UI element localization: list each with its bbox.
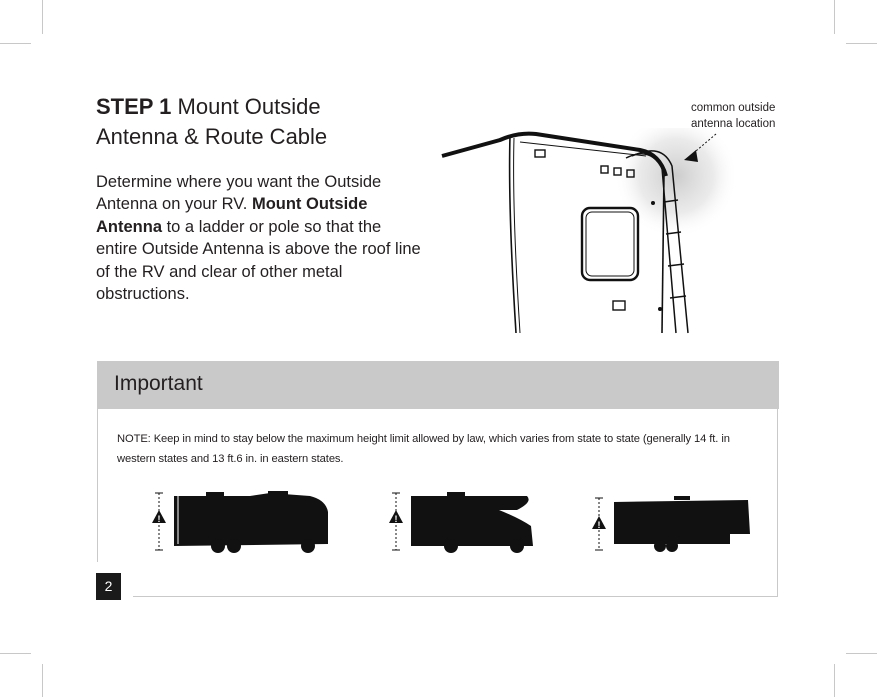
important-header [97,361,779,409]
crop-mark [846,653,877,654]
class-c-motorhome-icon [387,490,539,554]
instruction-paragraph [96,171,426,305]
rv-window [582,208,638,280]
fifth-wheel-trailer-icon [590,490,756,554]
crop-mark [42,0,43,34]
crop-mark [42,664,43,697]
crop-mark [0,653,31,654]
step-title-line1: Mount Outside [177,94,321,119]
rv-rear-illustration [440,128,780,336]
page-number: 2 [96,573,121,600]
crop-mark [0,43,31,44]
antenna-glow [614,128,738,238]
crop-mark [846,43,877,44]
instruction-emphasis: Mount Outside Antenna [96,195,368,236]
important-title: Important [114,372,203,395]
instruction-text: Determine where you want the Outside Antenna on your RV. [96,173,382,214]
callout-line: common outside [691,102,776,114]
instruction-text: to a ladder or pole so that the entire Outside Antenna is above the roof line of the RV and clear of other metal obstructions. [96,217,421,304]
step-title-line2: Antenna & Route Cable [96,124,328,149]
svg-text:!: ! [157,514,161,524]
callout-line: antenna location [691,117,776,130]
svg-text:!: ! [394,514,398,524]
class-a-motorhome-icon [150,490,332,554]
step-number: STEP 1 [96,94,172,119]
height-limit-note: NOTE: Keep in mind to stay below the maximum height limit allowed by law, which varies from state to state (generally 14 ft. in western states and 13 ft.6 in. in eastern states. [117,433,730,465]
step-heading [96,92,416,152]
crop-mark [834,664,835,697]
crop-mark [834,0,835,34]
svg-text:!: ! [597,520,601,530]
